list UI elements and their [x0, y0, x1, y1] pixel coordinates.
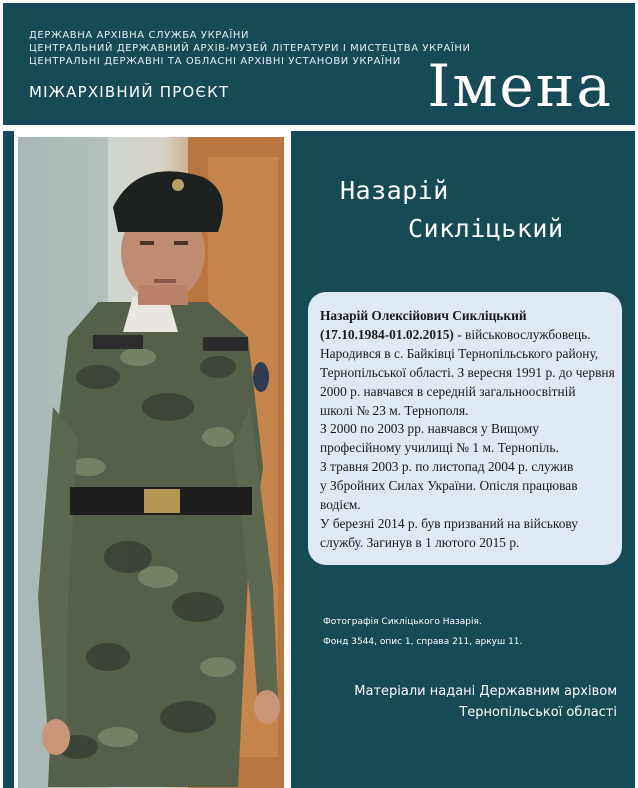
- bio-dates: (17.10.1984-01.02.2015): [320, 326, 454, 342]
- bio-line: 2000 р. навчався в середній загальноосвітній: [320, 383, 576, 399]
- bio-dates-line: [320, 326, 614, 345]
- photo-frame: [14, 131, 289, 788]
- project-label: МІЖАРХІВНИЙ ПРОЄКТ: [29, 83, 230, 101]
- bio-full-name: Назарій Олексійович Сиклiцький: [320, 308, 527, 323]
- organization-list: [29, 29, 471, 68]
- org-line: ЦЕНТРАЛЬНИЙ ДЕРЖАВНИЙ АРХІВ-МУЗЕЙ ЛІТЕРАТУРИ І МИСТЕЦТВА УКРАЇНИ: [29, 43, 471, 54]
- person-first-name: Назарій: [340, 176, 449, 205]
- bio-occupation: - військовослужбовець.: [453, 326, 591, 342]
- photo-caption: [323, 612, 522, 652]
- biography-card: [308, 292, 622, 565]
- bio-line: водієм.: [320, 497, 361, 513]
- org-line: ДЕРЖАВНА АРХІВНА СЛУЖБА УКРАЇНИ: [29, 30, 250, 41]
- bio-line: Тернопільської області. З вересня 1991 р. до червня: [320, 364, 615, 380]
- bio-line: З травня 2003 р. по листопад 2004 р. служив: [320, 459, 574, 475]
- soldier-portrait-illustration: [18, 137, 284, 788]
- bio-line: школі № 23 м. Тернополя.: [320, 402, 469, 418]
- soldier-portrait-photo: [18, 137, 284, 788]
- bio-line: З 2000 по 2003 рр. навчався у Вищому: [320, 421, 539, 437]
- credit-line: Матеріали надані Державним архівом: [354, 684, 617, 699]
- caption-title: Фотографія Сиклiцького Назарія.: [323, 617, 482, 627]
- bio-line: у Збройних Силах України. Опісля працював: [320, 478, 578, 494]
- brand-title: Імена: [427, 52, 613, 120]
- header-banner: [3, 3, 635, 125]
- bio-line: службу. Загинув в 1 лютого 2015 р.: [320, 534, 520, 550]
- credit-line: Тернопільської області: [459, 705, 617, 720]
- person-last-name: Сиклiцький: [408, 214, 564, 243]
- bio-line: У березні 2014 р. був призваний на військову: [320, 515, 578, 531]
- bio-line: Народився в с. Байківці Тернопільського району,: [320, 345, 599, 361]
- caption-reference: Фонд 3544, опис 1, справа 211, аркуш 11.: [323, 637, 523, 647]
- bio-name-line: [320, 307, 614, 326]
- bio-line: професійному училищі № 1 м. Тернопіль.: [320, 440, 559, 456]
- org-line: ЦЕНТРАЛЬНІ ДЕРЖАВНІ ТА ОБЛАСНІ АРХІВНІ УСТАНОВИ УКРАЇНИ: [29, 56, 401, 67]
- archive-credit: [354, 681, 617, 723]
